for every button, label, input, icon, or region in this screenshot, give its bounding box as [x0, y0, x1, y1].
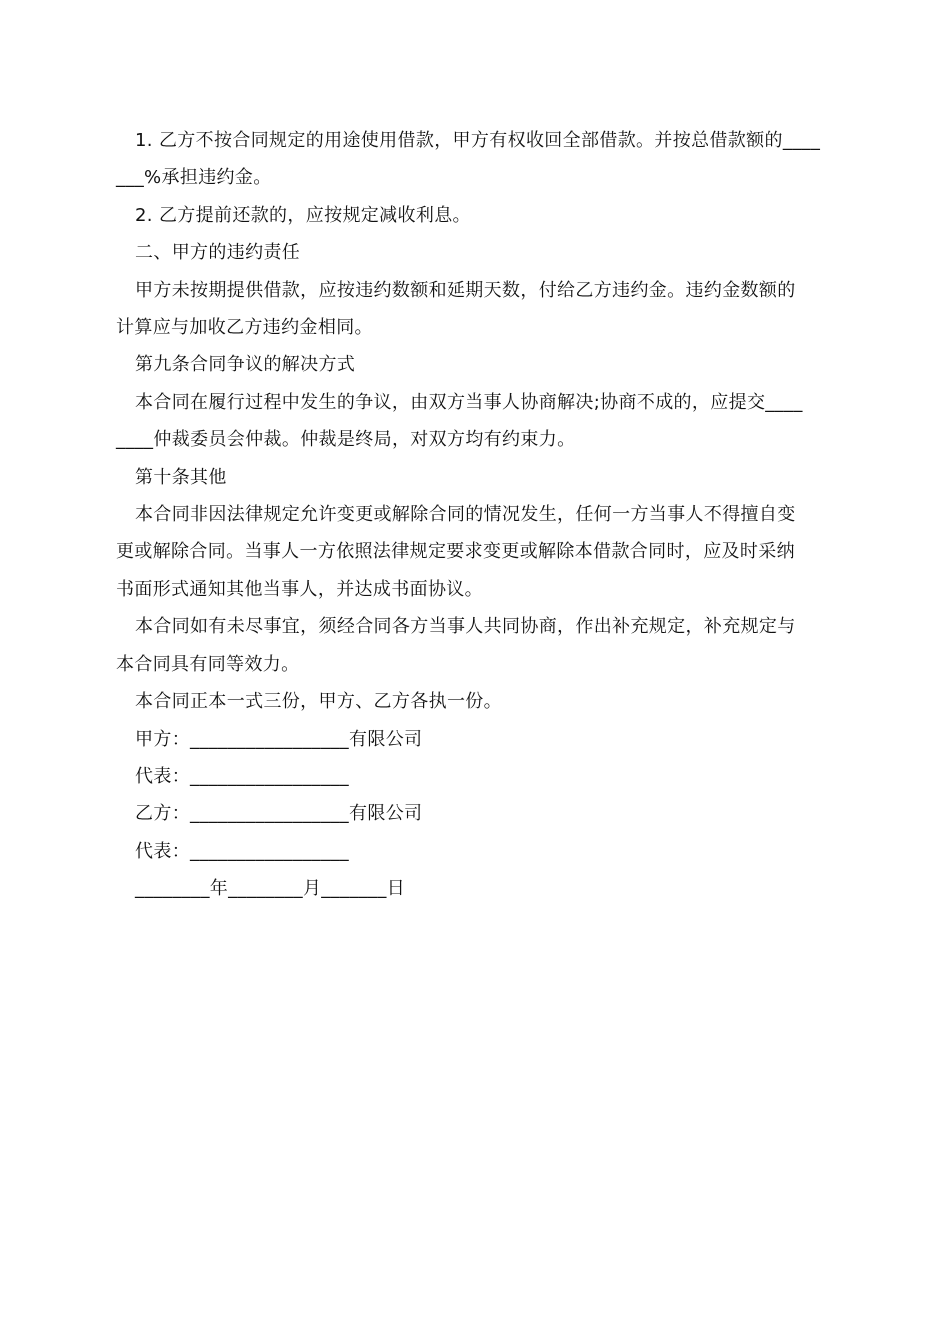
clause-paragraph — [116, 197, 838, 234]
text-line: 书面形式通知其他当事人，并达成书面协议。 — [116, 578, 483, 600]
text-line: 2. 乙方提前还款的，应按规定减收利息。 — [135, 204, 471, 226]
date-line: ________年________月_______日 — [135, 878, 406, 900]
section-heading — [116, 234, 838, 271]
text-line: 计算应与加收乙方违约金相同。 — [116, 317, 373, 339]
text-line: 第十条其他 — [135, 466, 227, 488]
article-heading — [116, 346, 838, 383]
clause-paragraph — [116, 272, 838, 347]
text-line: 甲方未按期提供借款，应按违约数额和延期天数，付给乙方违约金。违约金数额的 — [135, 279, 796, 301]
party-b-representative-line: 代表：_________________ — [135, 840, 349, 862]
clause-paragraph — [116, 122, 838, 197]
party-b-line: 乙方：_________________有限公司 — [135, 803, 423, 825]
text-line: 本合同如有未尽事宜，须经合同各方当事人共同协商，作出补充规定，补充规定与 — [135, 616, 796, 638]
party-a-line: 甲方：_________________有限公司 — [135, 728, 423, 750]
text-line: 本合同正本一式三份，甲方、乙方各执一份。 — [135, 691, 502, 713]
text-line: 第九条合同争议的解决方式 — [135, 354, 356, 376]
text-line: ___%承担违约金。 — [116, 167, 272, 189]
article-heading — [116, 459, 838, 496]
text-line: ____仲裁委员会仲裁。仲裁是终局，对双方均有约束力。 — [116, 429, 576, 451]
clause-paragraph — [116, 683, 838, 720]
signature-block — [116, 721, 838, 908]
text-line: 1. 乙方不按合同规定的用途使用借款，甲方有权收回全部借款。并按总借款额的____ — [135, 130, 821, 151]
clause-paragraph — [116, 608, 838, 683]
text-line: 二、甲方的违约责任 — [135, 242, 301, 264]
clause-paragraph — [116, 384, 838, 459]
text-line: 本合同非因法律规定允许变更或解除合同的情况发生，任何一方当事人不得擅自变 — [135, 504, 796, 526]
contract-body — [116, 122, 838, 908]
clause-paragraph — [116, 496, 838, 608]
text-line: 本合同具有同等效力。 — [116, 653, 300, 675]
text-line: 本合同在履行过程中发生的争议，由双方当事人协商解决;协商不成的，应提交____ — [135, 391, 803, 413]
party-a-representative-line: 代表：_________________ — [135, 765, 349, 787]
text-line: 更或解除合同。当事人一方依照法律规定要求变更或解除本借款合同时，应及时采纳 — [116, 541, 795, 563]
